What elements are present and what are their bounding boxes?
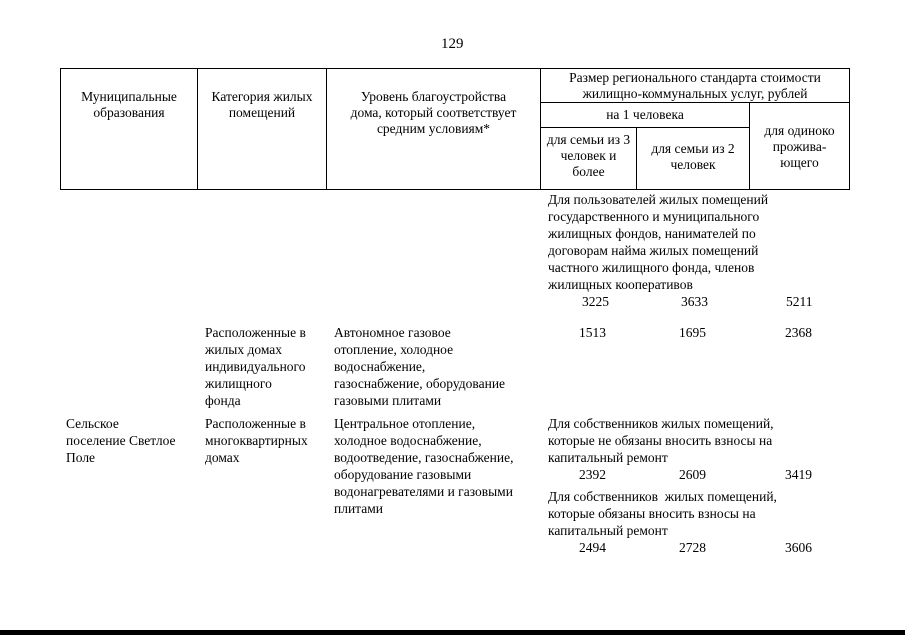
category-line: фонда xyxy=(205,393,241,408)
value-family3: 3225 xyxy=(582,294,609,309)
header-single: для одиноко прожива-ющего xyxy=(750,103,850,190)
category-line: Расположенные в xyxy=(205,416,306,431)
header-standard: Размер регионального стандарта стоимости жилищно-коммунальных услуг, рублей xyxy=(541,69,850,103)
header-municipality: Муниципальные образования xyxy=(61,69,198,190)
table-header xyxy=(60,68,850,190)
category-line: Расположенные в xyxy=(205,325,306,340)
category-line: жилых домах xyxy=(205,342,283,357)
level-line: отопление, холодное xyxy=(334,342,454,357)
category-line: домах xyxy=(205,450,240,465)
note-line: Для собственников жилых помещений, xyxy=(548,416,774,431)
note-line: капитальный ремонт xyxy=(548,450,668,465)
note-line: договорам найма жилых помещений xyxy=(548,243,759,258)
scan-bottom-border xyxy=(0,630,905,635)
header-family3: для семьи из 3 человек и более xyxy=(541,128,637,190)
note-line: частного жилищного фонда, членов xyxy=(548,260,755,275)
note-line: Для собственников жилых помещений, xyxy=(548,489,777,504)
level-line: водоснабжение, xyxy=(334,359,426,374)
value-family2: 3633 xyxy=(681,294,708,309)
header-family2: для семьи из 2 человек xyxy=(637,128,750,190)
value-family2: 2609 xyxy=(679,467,706,482)
value-family3: 2392 xyxy=(579,467,606,482)
note-line: государственного и муниципального xyxy=(548,209,760,224)
value-single: 3419 xyxy=(785,467,812,482)
header-category: Категория жилых помещений xyxy=(198,69,327,190)
note-line: жилищных кооперативов xyxy=(548,277,693,292)
note-line: которые обязаны вносить взносы на xyxy=(548,506,756,521)
note-line: жилищных фондов, нанимателей по xyxy=(548,226,756,241)
level-line: плитами xyxy=(334,501,384,516)
value-single: 3606 xyxy=(785,540,812,555)
value-family3: 1513 xyxy=(579,325,606,340)
level-line: Автономное газовое xyxy=(334,325,451,340)
municipality-line: Сельское xyxy=(66,416,119,431)
category-line: многоквартирных xyxy=(205,433,308,448)
level-line: холодное водоснабжение, xyxy=(334,433,482,448)
note-line: Для пользователей жилых помещений xyxy=(548,192,769,207)
value-family2: 1695 xyxy=(679,325,706,340)
municipality-line: Поле xyxy=(66,450,96,465)
level-line: газовыми плитами xyxy=(334,393,442,408)
value-single: 2368 xyxy=(785,325,812,340)
level-line: Центральное отопление, xyxy=(334,416,476,431)
level-line: газоснабжение, оборудование xyxy=(334,376,506,391)
value-family2: 2728 xyxy=(679,540,706,555)
level-line: оборудование газовыми xyxy=(334,467,472,482)
header-level: Уровень благоустройства дома, который соответствует средним условиям* xyxy=(327,69,541,190)
page-number: 129 xyxy=(441,36,464,52)
level-line: водонагревателями и газовыми xyxy=(334,484,513,499)
municipality-line: поселение Светлое xyxy=(66,433,176,448)
value-family3: 2494 xyxy=(579,540,606,555)
value-single: 5211 xyxy=(786,294,813,309)
note-line: которые не обязаны вносить взносы на xyxy=(548,433,773,448)
header-per-person: на 1 человека xyxy=(541,103,750,128)
note-line: капитальный ремонт xyxy=(548,523,668,538)
level-line: водоотведение, газоснабжение, xyxy=(334,450,514,465)
category-line: индивидуального xyxy=(205,359,306,374)
category-line: жилищного xyxy=(205,376,272,391)
